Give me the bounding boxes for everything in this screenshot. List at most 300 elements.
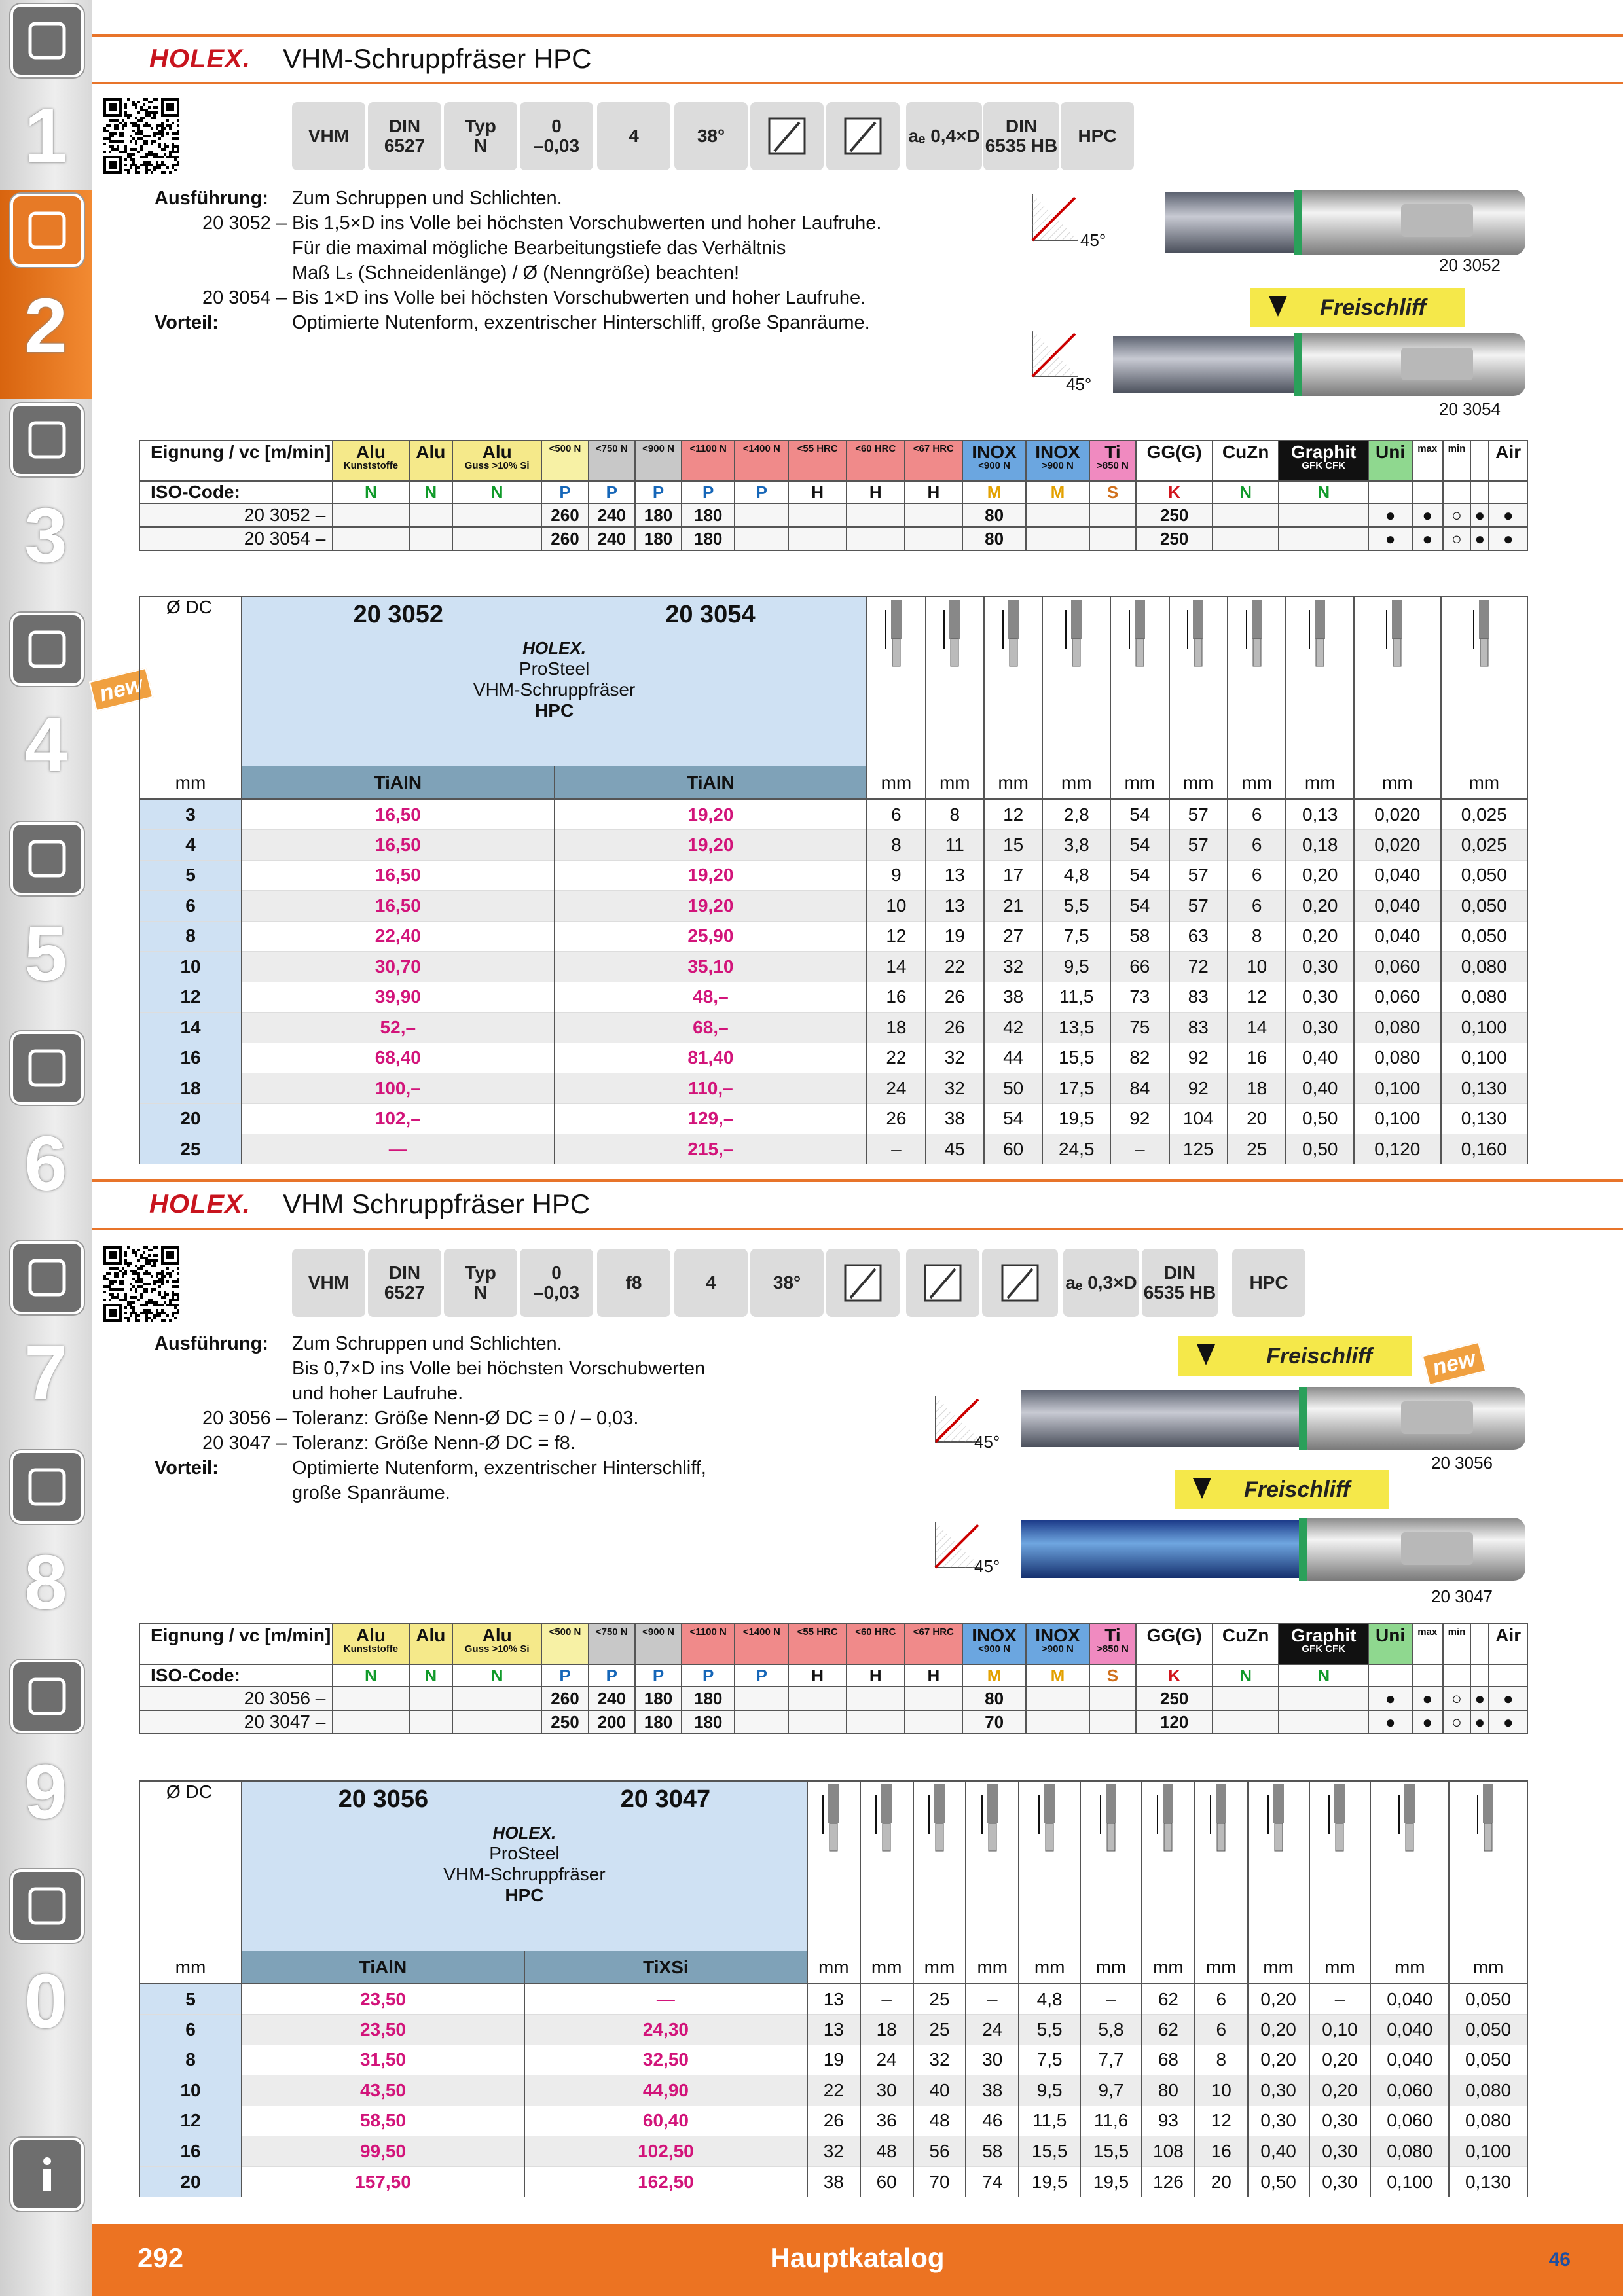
property-chip xyxy=(674,1249,748,1317)
iso-code: P xyxy=(635,1664,682,1687)
arrow-down-icon xyxy=(1269,296,1287,317)
chip-label: –0,03 xyxy=(533,135,580,156)
sidebar-chapter-6[interactable] xyxy=(0,1028,92,1237)
cutting-speed xyxy=(1089,527,1136,550)
dimension-value: – xyxy=(1080,1984,1142,2015)
dimension-value: – xyxy=(1110,1134,1169,1165)
description-block xyxy=(155,186,1006,335)
qr-code-icon[interactable] xyxy=(103,1246,179,1322)
chip-label: 0 xyxy=(551,116,562,136)
material-column xyxy=(682,1624,735,1664)
dimension-value: – xyxy=(1309,1984,1371,2015)
section-divider xyxy=(92,1179,1623,1182)
material-name: INOX xyxy=(972,1625,1017,1645)
material-name: Graphit xyxy=(1290,1625,1357,1645)
property-chip xyxy=(597,1249,670,1317)
dimension-value: 0,060 xyxy=(1354,952,1440,982)
property-chip xyxy=(826,102,900,170)
dimension-value: 0,100 xyxy=(1354,1073,1440,1104)
unit: mm xyxy=(1142,1951,1195,1984)
dimension-value: 0,18 xyxy=(1286,830,1354,861)
dimension-value: 5,5 xyxy=(1042,891,1110,922)
chip-label: 38° xyxy=(773,1272,801,1293)
dimension-value: 0,130 xyxy=(1449,2166,1527,2197)
cutting-speed xyxy=(847,527,905,550)
dimension-value: 62 xyxy=(1142,2015,1195,2045)
dimension-value: 75 xyxy=(1110,1013,1169,1043)
article-code: 20 3054 – xyxy=(139,527,333,550)
material-sub: >850 N xyxy=(1097,1643,1129,1655)
material-column xyxy=(1279,440,1368,481)
cutting-speed: ● xyxy=(1470,1710,1489,1734)
article-code: 20 3047 xyxy=(620,1785,711,1813)
footer-code: 46 xyxy=(1548,2249,1571,2270)
material-column xyxy=(1443,1624,1471,1664)
desc-line xyxy=(155,1480,940,1505)
qr-code-icon[interactable] xyxy=(103,98,179,174)
unit: mm xyxy=(984,766,1042,799)
unit: mm xyxy=(1019,1951,1080,1984)
price: 129,– xyxy=(555,1103,867,1134)
cutting-speed xyxy=(905,527,963,550)
page-number: 292 xyxy=(137,2242,184,2273)
cutting-speed: 250 xyxy=(1136,503,1213,527)
price: 25,90 xyxy=(555,921,867,952)
table-header-row xyxy=(139,440,1527,481)
unit: mm xyxy=(1228,766,1286,799)
material-column xyxy=(1213,440,1279,481)
cutting-speed xyxy=(905,503,963,527)
chip-label: HPC xyxy=(1249,1272,1288,1293)
suitability-row xyxy=(139,1710,1527,1734)
cutting-speed xyxy=(333,527,409,550)
cutting-speed xyxy=(1213,1687,1279,1710)
dimension-value: 0,040 xyxy=(1354,860,1440,891)
iso-code: P xyxy=(735,481,788,503)
cutting-speed xyxy=(788,503,847,527)
sidebar-chapter-3[interactable] xyxy=(0,399,92,609)
insert-icon xyxy=(10,194,84,267)
spec-column-header xyxy=(926,596,984,766)
dimension-value: 42 xyxy=(984,1013,1042,1043)
dimension-value: 24 xyxy=(860,2045,913,2075)
material-sub: Kunststoffe xyxy=(343,1643,399,1655)
material-column xyxy=(1136,440,1213,481)
desc-text: Bis 0,7×D ins Volle bei höchsten Vorschubwerten xyxy=(292,1358,706,1379)
dimension-value: 68 xyxy=(1142,2045,1195,2075)
dimension-value: 13,5 xyxy=(1042,1013,1110,1043)
iso-code: N xyxy=(1279,1664,1368,1687)
iso-code: H xyxy=(847,1664,905,1687)
dimension-value: 0,10 xyxy=(1309,2015,1371,2045)
sidebar-chapter-info[interactable] xyxy=(0,2134,92,2296)
material-column xyxy=(1412,1624,1443,1664)
unit: mm xyxy=(860,1951,913,1984)
unit: mm xyxy=(1195,1951,1248,1984)
dimension-value: 24 xyxy=(966,2015,1019,2045)
price: 39,90 xyxy=(242,982,555,1013)
dimension-value: 7,5 xyxy=(1042,921,1110,952)
dimension-value: 36 xyxy=(860,2106,913,2136)
material-column xyxy=(905,1624,963,1664)
desc-text: Für die maximal mögliche Bearbeitungstiefe das Verhältnis xyxy=(292,238,786,259)
chip-label: N xyxy=(473,1282,488,1302)
table-row xyxy=(139,2075,1527,2106)
dimension-icon xyxy=(1475,1782,1501,1854)
material-column xyxy=(1489,440,1527,481)
cutting-speed: 80 xyxy=(962,527,1026,550)
dimension-value: 16 xyxy=(1195,2136,1248,2167)
dimension-value: 56 xyxy=(913,2136,966,2167)
property-chip xyxy=(292,1249,365,1317)
cutting-speed xyxy=(452,1687,541,1710)
chip-label: –0,03 xyxy=(533,1282,580,1302)
dimension-icon xyxy=(1307,597,1333,669)
tool-geometry-icon xyxy=(997,1260,1043,1306)
tool-geometry-icon xyxy=(920,1260,966,1306)
iso-code: P xyxy=(682,481,735,503)
cutting-speed xyxy=(788,1710,847,1734)
material-name: INOX xyxy=(1035,1625,1080,1645)
cutting-speed: ○ xyxy=(1443,503,1471,527)
chip-label: 0 xyxy=(551,1263,562,1283)
dimension-value: 57 xyxy=(1169,830,1228,861)
material-column xyxy=(589,1624,635,1664)
price: 35,10 xyxy=(555,952,867,982)
iso-code: H xyxy=(847,481,905,503)
desc-text: große Spanräume. xyxy=(292,1482,450,1503)
table-row xyxy=(139,2136,1527,2167)
dimension-value: 0,130 xyxy=(1441,1073,1527,1104)
dimension-value: 0,20 xyxy=(1309,2045,1371,2075)
desc-text: Bis 1×D ins Volle bei höchsten Vorschubwerten und hoher Laufruhe. xyxy=(292,287,866,308)
material-name: Alu xyxy=(416,1625,446,1645)
dimension-value: 0,040 xyxy=(1370,1984,1449,2015)
unit: mm xyxy=(913,1951,966,1984)
dimension-icon xyxy=(1384,597,1410,669)
dimension-value: 12 xyxy=(1228,982,1286,1013)
material-column xyxy=(788,440,847,481)
spec-column-header xyxy=(1042,596,1110,766)
dimension-icon xyxy=(883,597,909,669)
chip-label: DIN xyxy=(1005,116,1038,136)
pliers-icon xyxy=(10,1241,84,1314)
dimension-value: 0,30 xyxy=(1309,2136,1371,2167)
chapter-number: 8 xyxy=(24,1539,67,1626)
dimension-value: 82 xyxy=(1110,1043,1169,1073)
dimension-value: 16 xyxy=(1228,1043,1286,1073)
dimension-value: 0,30 xyxy=(1248,2106,1309,2136)
dimension-value: – xyxy=(867,1134,925,1165)
dimension-value: 22 xyxy=(807,2075,860,2106)
dimension-value: 0,30 xyxy=(1286,1013,1354,1043)
desc-line xyxy=(155,211,1006,236)
chip-label: DIN xyxy=(388,1263,421,1283)
chapter-number: 4 xyxy=(24,702,67,788)
desc-line xyxy=(155,236,1006,260)
desc-label: Ausführung: xyxy=(155,188,268,209)
diameter: 25 xyxy=(139,1134,242,1165)
price: 102,50 xyxy=(524,2136,807,2167)
toolcase-icon xyxy=(10,1450,84,1524)
dimension-icon xyxy=(1127,597,1153,669)
sidebar-chapter-8[interactable] xyxy=(0,1446,92,1656)
dimension-value: 24 xyxy=(867,1073,925,1104)
product-brand: HOLEX. xyxy=(492,1823,556,1842)
dimension-value: 0,100 xyxy=(1441,1043,1527,1073)
iso-code: P xyxy=(682,1664,735,1687)
iso-code: K xyxy=(1136,1664,1213,1687)
chip-label: HPC xyxy=(1078,126,1117,146)
iso-code: N xyxy=(1279,481,1368,503)
dimension-value: 54 xyxy=(1110,799,1169,830)
iso-code xyxy=(1470,1664,1489,1687)
spec-column-header xyxy=(1354,596,1440,766)
dimension-value: 63 xyxy=(1169,921,1228,952)
dimension-icon xyxy=(1000,597,1027,669)
dimension-value: 11,5 xyxy=(1042,982,1110,1013)
dimension-value: 11,5 xyxy=(1019,2106,1080,2136)
arrow-down-icon xyxy=(1193,1478,1211,1499)
cutting-speed xyxy=(333,1687,409,1710)
price: 23,50 xyxy=(242,1984,524,2015)
dimension-value: 3,8 xyxy=(1042,830,1110,861)
dimension-value: – xyxy=(860,1984,913,2015)
sidebar-chapter-9[interactable] xyxy=(0,1656,92,1865)
price: 44,90 xyxy=(524,2075,807,2106)
material-sub: Guss >10% Si xyxy=(464,460,530,471)
table-row xyxy=(139,1043,1527,1073)
cutting-speed: ● xyxy=(1412,1710,1443,1734)
dimension-icon xyxy=(1063,597,1089,669)
property-chip xyxy=(750,1249,824,1317)
price: 48,– xyxy=(555,982,867,1013)
cutting-speed: 180 xyxy=(682,1687,735,1710)
dimension-value: 18 xyxy=(867,1013,925,1043)
property-chip xyxy=(597,102,670,170)
dimension-table xyxy=(139,596,1528,1164)
desc-line xyxy=(155,1406,940,1431)
desc-line xyxy=(155,285,1006,310)
material-sub: <1400 N xyxy=(742,443,780,454)
unit: mm xyxy=(1370,1951,1449,1984)
dimension-value: 32 xyxy=(913,2045,966,2075)
sidebar-chapter-0[interactable] xyxy=(0,1865,92,2075)
desc-line xyxy=(155,186,1006,211)
tool-code-203047: 20 3047 xyxy=(1431,1587,1493,1606)
material-name: INOX xyxy=(1035,442,1080,462)
material-sub: <750 N xyxy=(595,1626,628,1638)
article-code: 20 3047 – xyxy=(139,1710,333,1734)
dimension-value: 16 xyxy=(867,982,925,1013)
desc-label: Ausführung: xyxy=(155,1333,268,1354)
chapter-number: 6 xyxy=(24,1121,67,1207)
material-column xyxy=(541,440,588,481)
material-column xyxy=(847,1624,905,1664)
price: 99,50 xyxy=(242,2136,524,2167)
material-column xyxy=(452,440,541,481)
sidebar-chapter-5[interactable] xyxy=(0,818,92,1028)
table-row xyxy=(139,1103,1527,1134)
dimension-value: 15,5 xyxy=(1019,2136,1080,2167)
unit: mm xyxy=(139,766,242,799)
dimension-value: 19,5 xyxy=(1042,1103,1110,1134)
desc-code: 20 3052 – xyxy=(202,213,287,234)
dimension-value: 4,8 xyxy=(1019,1984,1080,2015)
tool-geometry-icon xyxy=(840,113,886,159)
dimension-value: 83 xyxy=(1169,1013,1228,1043)
page-footer xyxy=(92,2224,1623,2296)
spec-column-header xyxy=(1248,1781,1309,1951)
dimension-value: 25 xyxy=(1228,1134,1286,1165)
unit: mm xyxy=(966,1951,1019,1984)
section-title: VHM Schruppfräser HPC xyxy=(283,1189,591,1219)
chip-label: DIN xyxy=(388,116,421,136)
price: 110,– xyxy=(555,1073,867,1104)
desc-text: Optimierte Nutenform, exzentrischer Hinterschliff, große Spanräume. xyxy=(292,312,870,333)
dimension-value: 92 xyxy=(1169,1043,1228,1073)
dimension-value: 0,20 xyxy=(1309,2075,1371,2106)
diameter: 8 xyxy=(139,2045,242,2075)
material-column xyxy=(962,440,1026,481)
table-row xyxy=(139,1013,1527,1043)
property-chip xyxy=(674,102,748,170)
cutting-speed: 180 xyxy=(635,1687,682,1710)
dimension-value: 5,8 xyxy=(1080,2015,1142,2045)
unit: mm xyxy=(1248,1951,1309,1984)
spec-column-header xyxy=(1228,596,1286,766)
angle-label: 45° xyxy=(974,1432,1000,1452)
price: — xyxy=(524,1984,807,2015)
dimension-value: 0,080 xyxy=(1354,1013,1440,1043)
table-row xyxy=(139,952,1527,982)
dimension-value: 62 xyxy=(1142,1984,1195,2015)
material-sub: <60 HRC xyxy=(855,1626,896,1638)
section-title: VHM-Schruppfräser HPC xyxy=(283,43,592,74)
dimension-icon xyxy=(1036,1782,1063,1854)
dimension-value: 4,8 xyxy=(1042,860,1110,891)
dimension-value: 0,20 xyxy=(1286,860,1354,891)
sidebar-chapter-7[interactable] xyxy=(0,1237,92,1446)
sidebar-chapter-1[interactable] xyxy=(0,0,92,209)
iso-code: H xyxy=(905,481,963,503)
article-codes xyxy=(242,597,866,629)
diameter: 6 xyxy=(139,2015,242,2045)
dimension-value: 6 xyxy=(1228,891,1286,922)
dimension-value: 70 xyxy=(913,2166,966,2197)
iso-code xyxy=(1489,481,1527,503)
iso-code: M xyxy=(1026,481,1089,503)
material-name: GG(G) xyxy=(1146,442,1202,462)
dimension-icon xyxy=(1471,597,1497,669)
cutting-speed xyxy=(788,1687,847,1710)
spec-column-header xyxy=(913,1781,966,1951)
dimension-icon xyxy=(1185,597,1211,669)
dimension-value: 0,060 xyxy=(1370,2075,1449,2106)
desc-text: und hoher Laufruhe. xyxy=(292,1383,464,1404)
material-name: Alu xyxy=(482,442,512,462)
dimension-icon xyxy=(1396,1782,1423,1854)
title-underline xyxy=(92,82,1623,84)
dimension-table xyxy=(139,1780,1528,2197)
iso-code: H xyxy=(788,481,847,503)
diameter: 8 xyxy=(139,921,242,952)
iso-code: N xyxy=(1213,481,1279,503)
price: 19,20 xyxy=(555,799,867,830)
material-column xyxy=(1136,1624,1213,1664)
cutting-speed: 180 xyxy=(682,527,735,550)
dimension-value: 0,050 xyxy=(1449,2045,1527,2075)
material-sub: <55 HRC xyxy=(797,443,838,454)
dimension-value: 6 xyxy=(1195,2015,1248,2045)
material-column xyxy=(1089,1624,1136,1664)
iso-code xyxy=(1412,481,1443,503)
cutting-speed xyxy=(1026,1687,1089,1710)
unit: mm xyxy=(1449,1951,1527,1984)
cutting-speed: 70 xyxy=(962,1710,1026,1734)
dimension-value: 13 xyxy=(926,860,984,891)
dimension-value: 0,40 xyxy=(1286,1043,1354,1073)
sidebar-chapter-4[interactable] xyxy=(0,609,92,818)
iso-label: ISO-Code: xyxy=(139,481,333,503)
cutting-speed: 250 xyxy=(1136,527,1213,550)
property-chip xyxy=(292,102,365,170)
dimension-value: 0,040 xyxy=(1354,891,1440,922)
cutting-speed: 240 xyxy=(589,527,635,550)
dimension-value: 54 xyxy=(1110,830,1169,861)
chip-label: 38° xyxy=(697,126,725,146)
table-row xyxy=(139,860,1527,891)
dimension-value: 0,30 xyxy=(1309,2106,1371,2136)
dimension-value: 15 xyxy=(984,830,1042,861)
unit-row xyxy=(139,1951,1527,1984)
material-sub: <1100 N xyxy=(689,1626,727,1638)
cutting-speed: 260 xyxy=(541,527,588,550)
angle-label: 45° xyxy=(1080,230,1106,250)
chapter-number: 3 xyxy=(24,492,67,579)
material-column xyxy=(333,1624,409,1664)
chip-label: aₑ 0,3×D xyxy=(1065,1272,1137,1293)
holex-logo: HOLEX. xyxy=(149,1190,251,1219)
dimension-value: 12 xyxy=(867,921,925,952)
iso-code: P xyxy=(635,481,682,503)
cutting-speed xyxy=(409,503,452,527)
tool-code-203054: 20 3054 xyxy=(1439,399,1501,419)
dimension-value: 0,040 xyxy=(1370,2015,1449,2045)
table-row xyxy=(139,2166,1527,2197)
desc-line xyxy=(155,1431,940,1456)
article-code: 20 3052 xyxy=(353,601,443,628)
dimension-value: 26 xyxy=(867,1103,925,1134)
coating: TiAlN xyxy=(242,766,555,799)
spec-column-header xyxy=(1080,1781,1142,1951)
material-column xyxy=(1368,1624,1412,1664)
chip-label: f8 xyxy=(625,1272,642,1293)
material-name: CuZn xyxy=(1222,1625,1269,1645)
material-name: Uni xyxy=(1376,442,1406,462)
dimension-icon xyxy=(873,1782,900,1854)
cutting-speed: ● xyxy=(1412,527,1443,550)
dimension-value: 30 xyxy=(966,2045,1019,2075)
title-underline xyxy=(92,1228,1623,1230)
new-badge: new xyxy=(89,668,154,711)
sidebar-chapter-2[interactable] xyxy=(0,190,92,399)
material-name: Graphit xyxy=(1290,442,1357,462)
iso-code: M xyxy=(962,1664,1026,1687)
dimension-value: 20 xyxy=(1228,1103,1286,1134)
dimension-value: 0,080 xyxy=(1354,1043,1440,1073)
iso-code: K xyxy=(1136,481,1213,503)
